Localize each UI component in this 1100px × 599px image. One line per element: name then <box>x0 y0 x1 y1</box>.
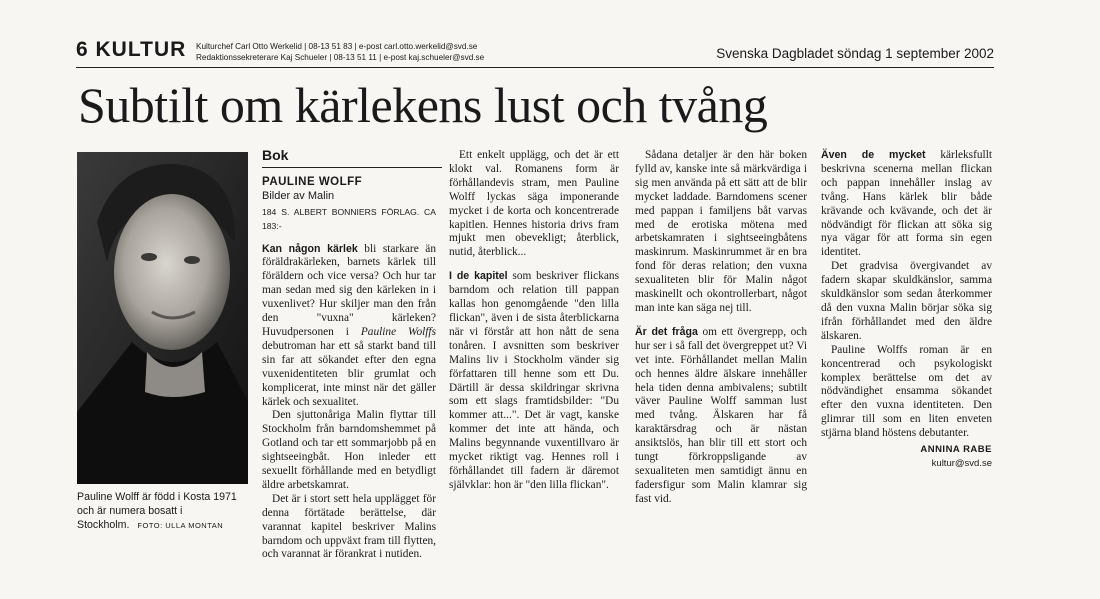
column-2 <box>449 149 619 493</box>
caption-text: Pauline Wolff är född i Kosta 1971 och är numera bosatt i Stockholm. <box>77 491 237 531</box>
paragraph-4: Ett enkelt upplägg, och det är ett klokt val. Romanens form är förhållandevis stram, men Pauline Wolff lyckas säga imponerande mycket i de korta och koncentrerade kapitlen. Hennes historia drivs fram mjukt men obevekligt; återblick, nutid, återblick... <box>449 149 619 259</box>
page-section-label: 6 KULTUR <box>76 38 187 61</box>
headline: Subtilt om kärlekens lust och tvång <box>78 77 768 133</box>
contact-info <box>196 41 484 63</box>
review-type: Bok <box>262 147 289 163</box>
book-title: Bilder av Malin <box>262 189 335 202</box>
author-photo <box>77 152 248 484</box>
book-publisher: 184 S. ALBERT BONNIERS FÖRLAG. CA 183:- <box>262 206 436 231</box>
reviewer-name: ANNINA RABE <box>920 444 992 456</box>
paragraph-10: Pauline Wolffs roman är en koncentrerad och psykologiskt komplex berättelse om det av nödvändighet ensamma sökandet efter den vuxna identiteten. Den glimrar till som en liten enveten stjärna bland höstens debutanter. <box>821 343 992 440</box>
paragraph-6: Sådana detaljer är den här boken fylld av, kanske inte så märkvärdiga i sig men använda på ett sätt att de blir mycket laddade. Barndomens scener med pappan i familjens båt varvas med de erotiska mötena med arbetskamraten i sightseeingbåtens maskinrum. Maskinrummet är en bra fond för deras relation; den vuxna sexualiteten blir för Malin något maskinellt och okontrollerbart, något man inte kan säga nej till. <box>635 149 807 314</box>
contact-line-1: Kulturchef Carl Otto Werkelid | 08-13 51 83 | e-post carl.otto.werkelid@svd.se <box>196 42 478 51</box>
paragraph-2: Den sjuttonåriga Malin flyttar till Stockholm från barndomshemmet på Gotland och tar ett sommarjobb på en sightseeingbåt. Hon inleder ett sexuellt förhållande med en betydligt äldre arbetskamrat. <box>262 409 436 491</box>
paragraph-5: I de kapitel som beskriver flickans barndom och relation till pappan kallas hon genomgående "den lilla flickan", även i de sista återblickarna när vi förstår att hon nått de sena tonåren. I avsnitten som beskriver Malins liv i Stockholm vänder sig författaren till henne som ett Du. Därtill är dessa skildringar skrivna som ett slags framtidsbilder: "Du kommer att...". Det är vagt, kanske kommer det inte att hända, och Malins begynnande vuxentillvaro är mycket riktigt vag. Hennes roll i förhållandet till fadern är däremot självklar: hon är "den lilla flickan". <box>449 270 619 491</box>
column-3 <box>635 149 807 507</box>
newspaper-date: Svenska Dagbladet söndag 1 september 2002 <box>716 46 994 61</box>
photo-caption <box>77 490 249 533</box>
column-1 <box>262 149 436 562</box>
paragraph-8: Även de mycket kärleksfullt beskrivna scenerna mellan flickan och pappan innehåller inslag av tvång. Hans kärlek blir både krävande och kvävande, och det är nödvändigt för flickan att söka sig nya vägar för att forma sin egen identitet. <box>821 149 993 259</box>
header-rule <box>76 67 994 68</box>
photo-credit: FOTO: ULLA MONTAN <box>137 521 224 530</box>
paragraph-9: Det gradvisa övergivandet av fadern skapar skuldkänslor, samma skuldkänslor som sedan återkommer då den vuxna Malin börjar söka sig ifrån förhållandet med den äldre älskaren. <box>821 260 992 342</box>
paragraph-7: Är det fråga om ett övergrepp, och hur ser i så fall det övergreppet ut? Vi vet inte. Förhållandet mellan Malin och hennes äldre älskare innehåller hela tiden denna ambivalens; subtilt väver Pauline Wolff samman lust med tvång. Älskaren har få karaktärsdrag och är nästan ansiktslös, han blir till ett stort och tungt förkroppsligande av sexualiteten men samtidigt ännu en fadersfigur som Malin klamrar sig fast vid. <box>635 325 807 505</box>
review-rule <box>262 167 442 168</box>
book-author: PAULINE WOLFF <box>262 175 363 188</box>
reviewer-email[interactable]: kultur@svd.se <box>931 457 992 469</box>
contact-line-2: Redaktionssekreterare Kaj Schueler | 08-13 51 11 | e-post kaj.schueler@svd.se <box>196 53 485 62</box>
paragraph-3: Det är i stort sett hela upplägget för denna förtätade berättelse, där varannat kapitel beskriver Malins barndom och uppväxt fram till flytten, och varannat är förankrat i nutiden. <box>262 492 436 561</box>
column-4 <box>821 149 992 471</box>
paragraph-1: Kan någon kärlek bli starkare än föräldrakärleken, barnets kärlek till föräldern och vice versa? Och hur tar man sedan med sig den kärleken in i vuxenlivet? Hur skiljer man den från den "vuxna" kärleken? Huvudpersonen i Pauline Wolffs debutroman har ett så starkt band till sin far att sökandet efter den egna vuxenidentiteten blir grumlat och komplicerat, inte minst när det gäller kärlek och sexualitet. <box>262 242 437 408</box>
portrait-image <box>77 152 248 484</box>
